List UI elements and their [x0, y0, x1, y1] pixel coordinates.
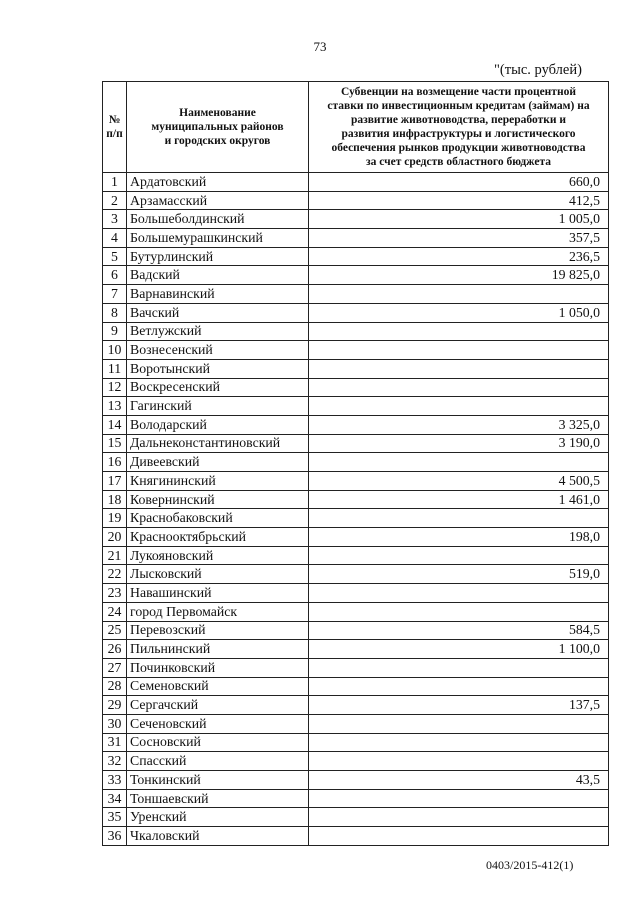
row-number: 8 — [103, 303, 127, 322]
table-row — [103, 415, 609, 434]
row-number: 34 — [103, 789, 127, 808]
table-row — [103, 453, 609, 472]
table-row — [103, 771, 609, 790]
header-district-name — [127, 82, 309, 173]
document-code: 0403/2015-412(1) — [486, 858, 574, 872]
row-number: 29 — [103, 696, 127, 715]
table-row — [103, 752, 609, 771]
row-number: 28 — [103, 677, 127, 696]
subsidy-value: 3 325,0 — [309, 415, 609, 434]
district-name: Вачский — [127, 303, 309, 322]
header-line: обеспечения рынков продукции животноводства — [331, 142, 586, 154]
row-number: 19 — [103, 509, 127, 528]
district-name: Сеченовский — [127, 714, 309, 733]
row-number: 32 — [103, 752, 127, 771]
table-row — [103, 359, 609, 378]
row-number: 9 — [103, 322, 127, 341]
district-name: Гагинский — [127, 397, 309, 416]
table-row — [103, 509, 609, 528]
district-name: город Первомайск — [127, 602, 309, 621]
district-name: Краснобаковский — [127, 509, 309, 528]
district-name: Воротынский — [127, 359, 309, 378]
header-line: и городских округов — [164, 135, 271, 147]
subsidy-value — [309, 341, 609, 360]
table-row — [103, 247, 609, 266]
table-row — [103, 640, 609, 659]
units-label: "(тыс. рублей) — [494, 62, 582, 78]
subsidy-value: 198,0 — [309, 528, 609, 547]
row-number: 15 — [103, 434, 127, 453]
district-name: Краснооктябрьский — [127, 528, 309, 547]
subsidy-value: 660,0 — [309, 173, 609, 192]
table-row — [103, 677, 609, 696]
district-name: Ветлужский — [127, 322, 309, 341]
subsidy-value: 1 005,0 — [309, 210, 609, 229]
district-name: Княгининский — [127, 472, 309, 491]
district-name: Вадский — [127, 266, 309, 285]
district-name: Сергачский — [127, 696, 309, 715]
row-number: 16 — [103, 453, 127, 472]
table-row — [103, 658, 609, 677]
row-number: 27 — [103, 658, 127, 677]
subsidy-value: 412,5 — [309, 191, 609, 210]
header-line: Субвенции на возмещение части процентной — [341, 86, 576, 98]
page-number: 73 — [313, 39, 327, 54]
row-number: 13 — [103, 397, 127, 416]
row-number: 7 — [103, 285, 127, 304]
table-row — [103, 584, 609, 603]
row-number: 31 — [103, 733, 127, 752]
subsidy-value — [309, 397, 609, 416]
table-header-row — [103, 82, 609, 173]
table-row — [103, 546, 609, 565]
subsidy-value — [309, 453, 609, 472]
subsidy-value: 1 100,0 — [309, 640, 609, 659]
table-row — [103, 173, 609, 192]
row-number: 30 — [103, 714, 127, 733]
table-row — [103, 621, 609, 640]
district-name: Спасский — [127, 752, 309, 771]
subsidy-value: 19 825,0 — [309, 266, 609, 285]
header-line: развития инфраструктуры и логистического — [341, 128, 576, 140]
table-row — [103, 303, 609, 322]
district-name: Дивеевский — [127, 453, 309, 472]
table-row — [103, 490, 609, 509]
district-name: Сосновский — [127, 733, 309, 752]
table-row — [103, 397, 609, 416]
district-name: Вознесенский — [127, 341, 309, 360]
header-line: Наименование — [179, 107, 256, 119]
subsidy-value: 3 190,0 — [309, 434, 609, 453]
row-number: 12 — [103, 378, 127, 397]
subsidy-value — [309, 359, 609, 378]
district-name: Арзамасский — [127, 191, 309, 210]
district-name: Починковский — [127, 658, 309, 677]
row-number: 24 — [103, 602, 127, 621]
subsidy-value: 1 461,0 — [309, 490, 609, 509]
district-name: Лукояновский — [127, 546, 309, 565]
table-row — [103, 827, 609, 846]
district-name: Большеболдинский — [127, 210, 309, 229]
table-row — [103, 434, 609, 453]
subsidy-value: 43,5 — [309, 771, 609, 790]
header-line: за счет средств областного бюджета — [366, 156, 551, 168]
row-number: 25 — [103, 621, 127, 640]
row-number: 5 — [103, 247, 127, 266]
subsidy-value: 1 050,0 — [309, 303, 609, 322]
subsidy-value — [309, 378, 609, 397]
row-number: 4 — [103, 229, 127, 248]
district-name: Ковернинский — [127, 490, 309, 509]
subsidy-value — [309, 658, 609, 677]
subsidy-value — [309, 714, 609, 733]
district-name: Тоншаевский — [127, 789, 309, 808]
subsidies-table — [102, 81, 609, 846]
table-row — [103, 322, 609, 341]
header-number — [103, 82, 127, 173]
header-line: муниципальных районов — [151, 121, 284, 133]
table-row — [103, 733, 609, 752]
header-line: ставки по инвестиционным кредитам (займам) на — [327, 100, 590, 112]
subsidy-value — [309, 322, 609, 341]
subsidy-value: 584,5 — [309, 621, 609, 640]
row-number: 17 — [103, 472, 127, 491]
table-row — [103, 602, 609, 621]
table-row — [103, 696, 609, 715]
table-row — [103, 714, 609, 733]
subsidy-value: 236,5 — [309, 247, 609, 266]
district-name: Чкаловский — [127, 827, 309, 846]
district-name: Перевозский — [127, 621, 309, 640]
row-number: 18 — [103, 490, 127, 509]
row-number: 11 — [103, 359, 127, 378]
subsidy-value — [309, 827, 609, 846]
row-number: 6 — [103, 266, 127, 285]
table-row — [103, 210, 609, 229]
subsidy-value: 519,0 — [309, 565, 609, 584]
table-row — [103, 472, 609, 491]
row-number: 2 — [103, 191, 127, 210]
table-row — [103, 341, 609, 360]
district-name: Навашинский — [127, 584, 309, 603]
row-number: 26 — [103, 640, 127, 659]
district-name: Ардатовский — [127, 173, 309, 192]
row-number: 10 — [103, 341, 127, 360]
header-line: п/п — [106, 128, 123, 140]
table-row — [103, 378, 609, 397]
subsidy-value — [309, 285, 609, 304]
row-number: 23 — [103, 584, 127, 603]
district-name: Уренский — [127, 808, 309, 827]
row-number: 3 — [103, 210, 127, 229]
table-body — [103, 173, 609, 846]
table-row — [103, 191, 609, 210]
subsidy-value — [309, 808, 609, 827]
row-number: 36 — [103, 827, 127, 846]
table-row — [103, 565, 609, 584]
row-number: 22 — [103, 565, 127, 584]
header-line: развитие животноводства, переработки и — [350, 114, 567, 126]
subsidy-value — [309, 546, 609, 565]
district-name: Воскресенский — [127, 378, 309, 397]
row-number: 20 — [103, 528, 127, 547]
row-number: 1 — [103, 173, 127, 192]
subsidy-value: 357,5 — [309, 229, 609, 248]
district-name: Бутурлинский — [127, 247, 309, 266]
table-row — [103, 789, 609, 808]
subsidy-value: 4 500,5 — [309, 472, 609, 491]
header-line: № — [108, 114, 121, 126]
subsidy-value: 137,5 — [309, 696, 609, 715]
district-name: Семеновский — [127, 677, 309, 696]
district-name: Тонкинский — [127, 771, 309, 790]
district-name: Дальнеконстантиновский — [127, 434, 309, 453]
subsidy-value — [309, 677, 609, 696]
district-name: Варнавинский — [127, 285, 309, 304]
district-name: Большемурашкинский — [127, 229, 309, 248]
table-row — [103, 285, 609, 304]
subsidy-value — [309, 789, 609, 808]
subsidy-value — [309, 602, 609, 621]
district-name: Лысковский — [127, 565, 309, 584]
row-number: 35 — [103, 808, 127, 827]
district-name: Пильнинский — [127, 640, 309, 659]
row-number: 21 — [103, 546, 127, 565]
table-row — [103, 528, 609, 547]
district-name: Володарский — [127, 415, 309, 434]
subsidy-value — [309, 752, 609, 771]
subsidy-value — [309, 509, 609, 528]
row-number: 14 — [103, 415, 127, 434]
subsidy-value — [309, 733, 609, 752]
table-row — [103, 808, 609, 827]
table-row — [103, 266, 609, 285]
table-row — [103, 229, 609, 248]
row-number: 33 — [103, 771, 127, 790]
subsidy-value — [309, 584, 609, 603]
header-subsidy-amount — [309, 82, 609, 173]
